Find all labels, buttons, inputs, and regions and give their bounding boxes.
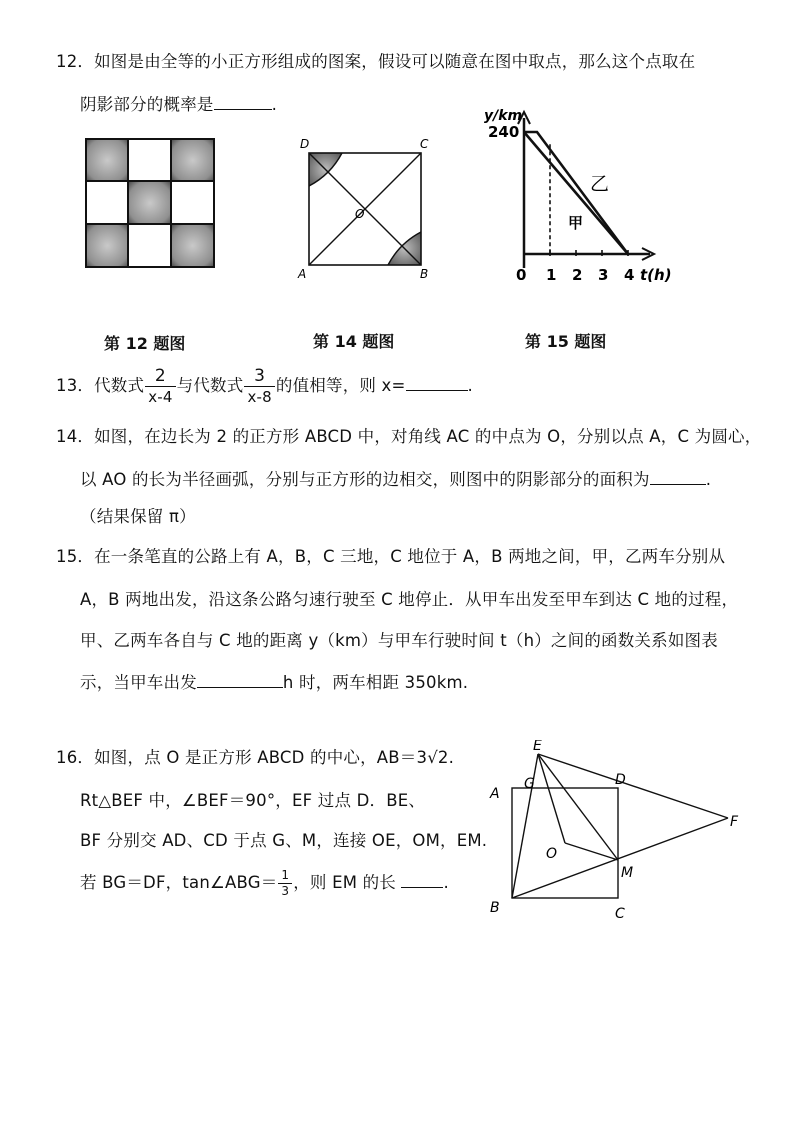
- q13-frac1-den: x-4: [148, 388, 173, 406]
- q12-line2-end: .: [271, 95, 278, 114]
- shaded-cell: [171, 224, 214, 267]
- figure-12-caption: 第 12 题图: [104, 334, 186, 353]
- figure-12-checker-grid: [85, 138, 215, 268]
- label-d: D: [615, 772, 626, 788]
- q16-line4: [80, 863, 449, 903]
- q15-line4-text: 示，当甲车出发: [80, 673, 197, 692]
- figure-16-geometry: [480, 740, 750, 925]
- q14-line2-text: 以 AO 的长为半径画弧，分别与正方形的边相交，则图中的阴影部分的面积为: [80, 470, 650, 489]
- figure-15-caption: 第 15 题图: [525, 332, 607, 351]
- shaded-cell: [129, 182, 172, 225]
- q15-line4-end: h 时，两车相距 350km.: [282, 673, 469, 692]
- label-a: A: [298, 267, 307, 281]
- q12-line1: 12．如图是由全等的小正方形组成的图案，假设可以随意在图中取点，那么这个点取在: [56, 52, 696, 71]
- label-c: C: [615, 906, 625, 922]
- y-tick-label: 240: [488, 123, 520, 141]
- q14-line2: [80, 466, 711, 492]
- q16-line3: BF 分别交 AD、CD 于点 G、M，连接 OE，OM，EM.: [80, 831, 488, 850]
- figure-14-square-arcs: [296, 132, 446, 282]
- shaded-cell: [86, 224, 129, 267]
- label-m: M: [621, 865, 634, 881]
- q13-prefix: 13．代数式: [56, 376, 145, 395]
- q13-frac1-num: 2: [145, 366, 175, 387]
- series-line-jia: [524, 132, 628, 254]
- figure-15-chart: [478, 104, 678, 290]
- q14-line3: （结果保留 π）: [80, 507, 196, 526]
- label-f: F: [730, 814, 739, 830]
- q15-line3: 甲、乙两车各自与 C 地的距离 y（km）与甲车行驶时间 t（h）之间的函数关系如图表: [80, 631, 718, 650]
- q13-line: [56, 364, 473, 408]
- label-b: B: [420, 267, 429, 281]
- label-d: D: [300, 137, 310, 151]
- q13-fraction-2: [244, 366, 274, 407]
- q13-frac2-den: x-8: [247, 388, 272, 406]
- q12-line2-text: 阴影部分的概率是: [80, 95, 214, 114]
- x-tick-label: 1: [546, 266, 557, 284]
- series-label-yi: 乙: [590, 173, 610, 195]
- q16-tan-fraction: [278, 868, 292, 899]
- q16-line1: 16．如图，点 O 是正方形 ABCD 的中心，AB＝3√2.: [56, 748, 455, 767]
- label-o: O: [546, 846, 558, 862]
- q15-line4: [80, 669, 468, 695]
- y-axis-label: y/km: [484, 108, 523, 124]
- figure-14-caption: 第 14 题图: [313, 332, 395, 351]
- q15-answer-blank: [197, 669, 283, 688]
- q13-end: .: [467, 376, 473, 395]
- q16-line2: Rt△BEF 中，∠BEF＝90°，EF 过点 D．BE、: [80, 791, 426, 810]
- shaded-cell: [171, 139, 214, 182]
- q16-line4-end: .: [443, 873, 449, 892]
- series-label-jia: 甲: [568, 214, 584, 232]
- q14-line2-end: .: [705, 470, 712, 489]
- label-e: E: [533, 740, 542, 754]
- x-tick-label: 0: [516, 266, 527, 284]
- q13-frac2-num: 3: [244, 366, 274, 387]
- label-b: B: [490, 900, 500, 916]
- label-c: C: [420, 137, 429, 151]
- label-a: A: [490, 786, 500, 802]
- label-o: O: [355, 207, 365, 221]
- q14-line1: 14．如图，在边长为 2 的正方形 ABCD 中，对角线 AC 的中点为 O，分别以点 A，C 为圆心，: [56, 427, 762, 446]
- q13-fraction-1: [145, 366, 175, 407]
- q13-mid: 与代数式: [176, 376, 244, 395]
- label-g: G: [524, 776, 535, 792]
- q15-line1: 15．在一条笔直的公路上有 A，B，C 三地，C 地位于 A，B 两地之间，甲，乙两车分别从: [56, 547, 726, 566]
- q15-line2: A，B 两地出发，沿这条公路匀速行驶至 C 地停止．从甲车出发至甲车到达 C 地的过程，: [80, 590, 739, 609]
- q16-tan-den: 3: [281, 884, 290, 898]
- q13-suffix: 的值相等，则 x=: [275, 376, 406, 395]
- shaded-cell: [86, 139, 129, 182]
- x-tick-label: 2: [572, 266, 583, 284]
- q13-answer-blank: [406, 372, 468, 391]
- x-axis-label: t(h): [640, 266, 672, 284]
- x-tick-label: 4: [624, 266, 635, 284]
- q12-line2: [80, 91, 277, 117]
- x-tick-label: 3: [598, 266, 609, 284]
- q16-line4-mid: ，则 EM 的长: [293, 873, 396, 892]
- q16-answer-blank: [401, 869, 443, 888]
- q16-line4-text: 若 BG＝DF，tan∠ABG＝: [80, 873, 278, 892]
- q14-answer-blank: [650, 466, 706, 485]
- q12-answer-blank: [214, 91, 272, 110]
- q16-tan-num: 1: [278, 868, 292, 884]
